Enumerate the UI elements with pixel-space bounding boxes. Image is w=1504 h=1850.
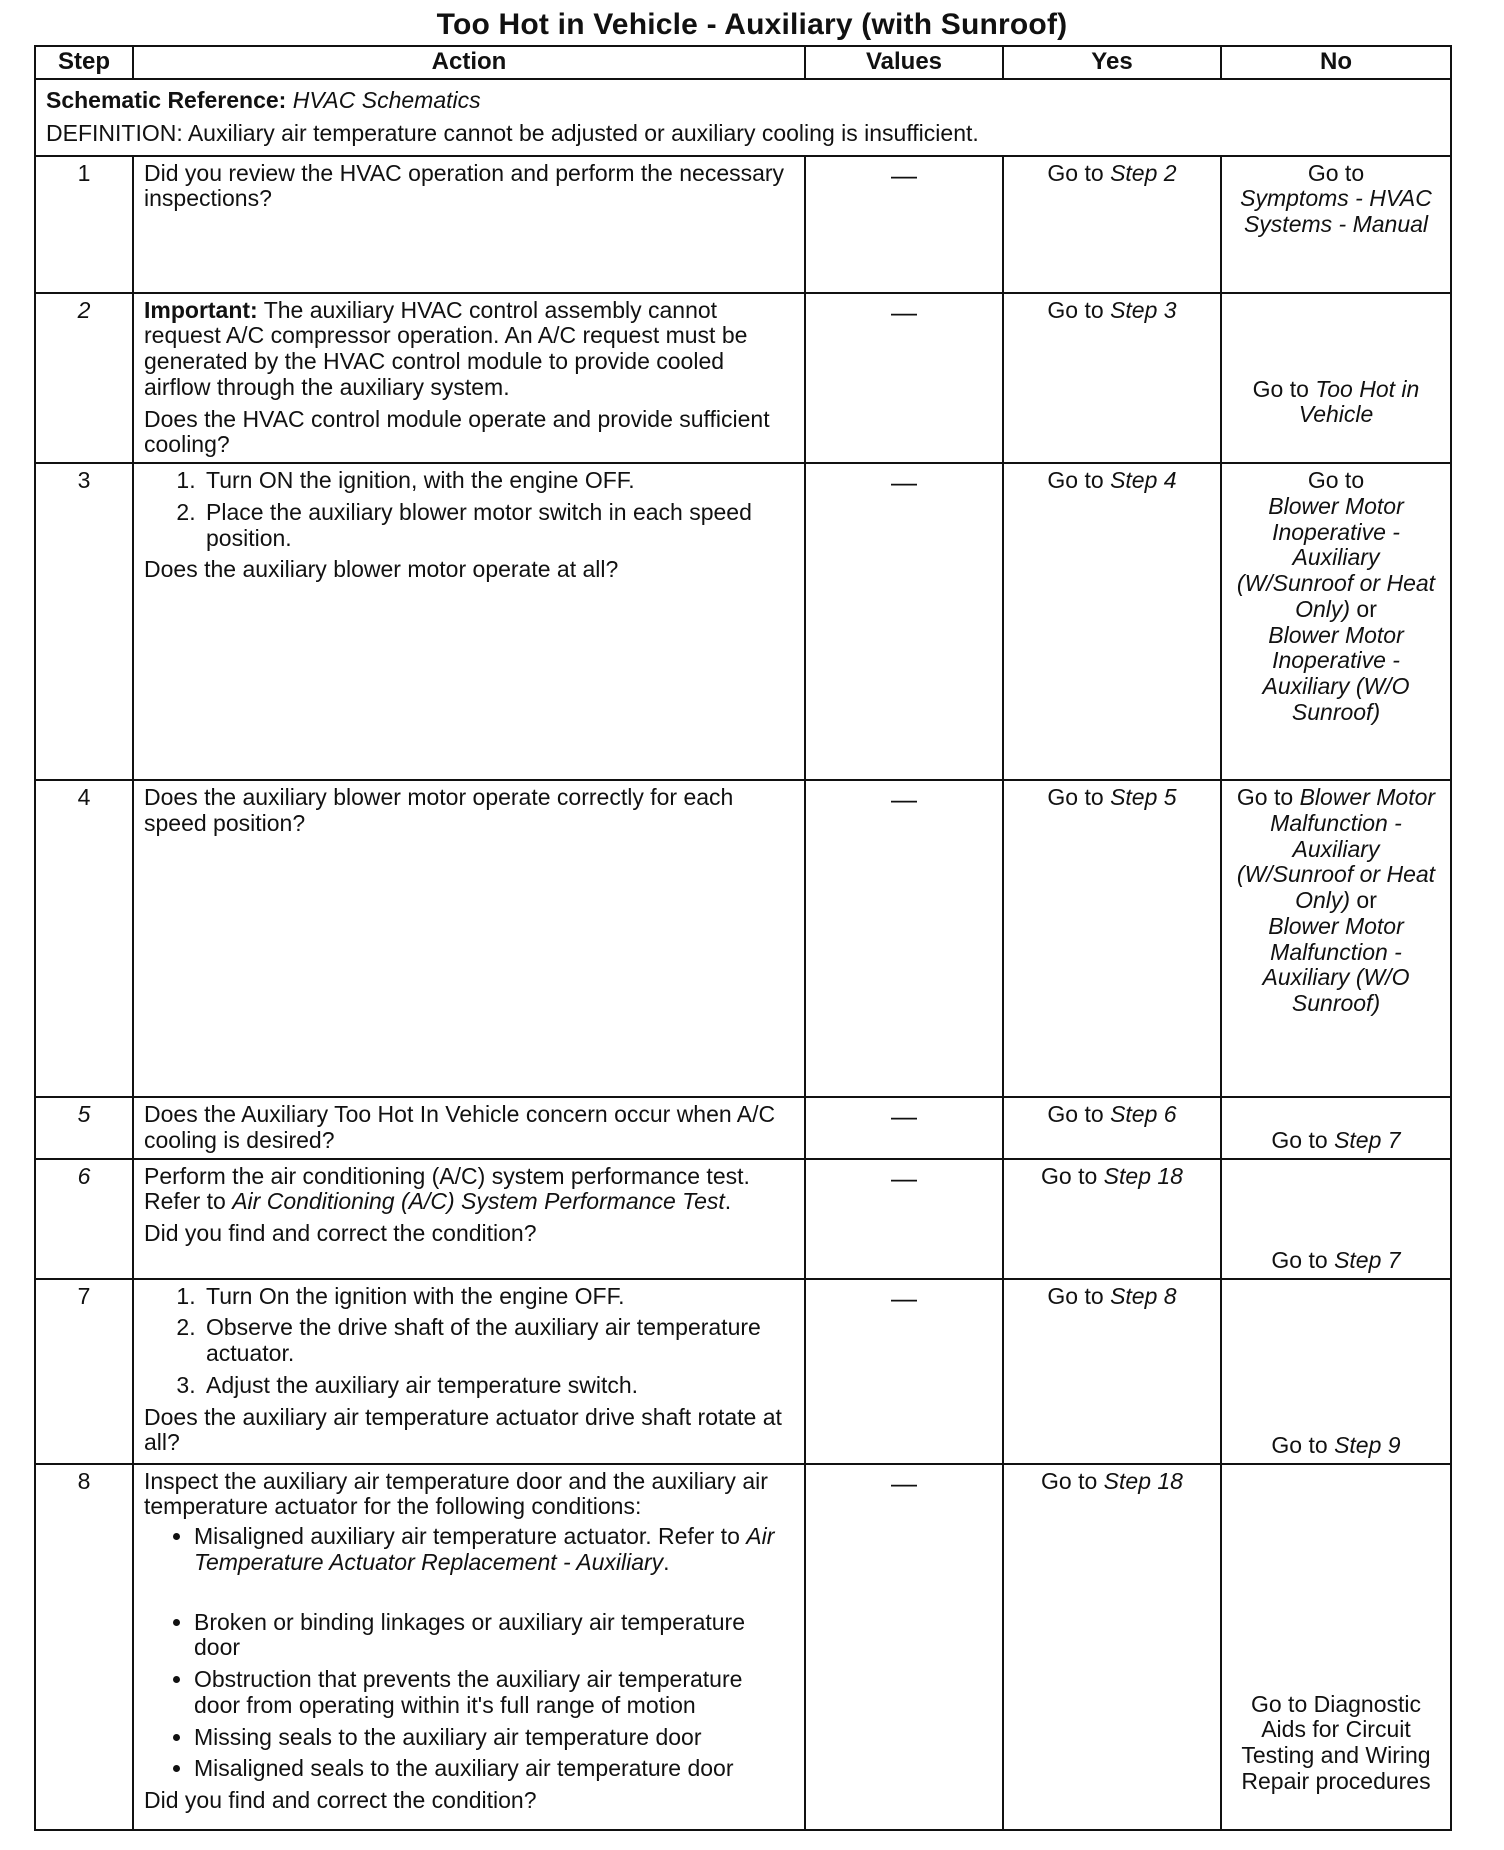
action-step: 1. Turn On the ignition with the engine OFF. bbox=[202, 1284, 794, 1310]
yes-link[interactable]: Step 18 bbox=[1103, 1162, 1183, 1189]
no-cell bbox=[1221, 463, 1451, 780]
action-steps bbox=[144, 468, 794, 551]
action-question: Does the auxiliary air temperature actuator drive shaft rotate at all? bbox=[144, 1403, 782, 1456]
no-or: or bbox=[1350, 887, 1377, 914]
table-row bbox=[35, 1097, 1451, 1159]
no-prefix: Go to bbox=[1307, 467, 1365, 494]
no-prefix: Go to bbox=[1271, 1246, 1335, 1273]
yes-cell bbox=[1003, 156, 1221, 293]
action-cell bbox=[133, 1159, 805, 1279]
header-no: No bbox=[1221, 46, 1451, 79]
yes-prefix: Go to bbox=[1047, 467, 1111, 494]
condition-item: • Missing seals to the auxiliary air temperature door bbox=[194, 1725, 794, 1751]
yes-cell bbox=[1003, 463, 1221, 780]
condition-reference-link[interactable]: Air Temperature Actuator Replacement - Auxiliary bbox=[194, 1523, 775, 1575]
yes-prefix: Go to bbox=[1047, 1282, 1111, 1309]
yes-prefix: Go to bbox=[1041, 1467, 1104, 1494]
page-title: Too Hot in Vehicle - Auxiliary (with Sunroof) bbox=[436, 8, 1068, 41]
no-prefix: Go to bbox=[1307, 159, 1365, 186]
step-number bbox=[35, 1159, 133, 1279]
values-cell: — bbox=[805, 1279, 1003, 1464]
schematic-reference-label: Schematic Reference: bbox=[46, 86, 287, 113]
condition-text: Misaligned auxiliary air temperature actuator. Refer to bbox=[194, 1523, 747, 1550]
step-number-text: 5 bbox=[77, 1101, 91, 1128]
important-text: The auxiliary HVAC control assembly cannot request A/C compressor operation. An A/C request must be generated by the HVAC control module to provide cooled airflow through the auxiliary system. bbox=[144, 296, 748, 400]
table-row bbox=[35, 293, 1451, 464]
yes-cell bbox=[1003, 780, 1221, 1097]
no-cell bbox=[1221, 1279, 1451, 1464]
action-suffix: . bbox=[724, 1188, 732, 1215]
step-number bbox=[35, 293, 133, 464]
values-cell: — bbox=[805, 293, 1003, 464]
condition-item: • Obstruction that prevents the auxiliary air temperature door from operating within it's full range of motion bbox=[194, 1667, 794, 1719]
action-cell bbox=[133, 1097, 805, 1159]
schematic-reference-link[interactable]: HVAC Schematics bbox=[292, 86, 481, 113]
action-reference-link[interactable]: Air Conditioning (A/C) System Performance Test bbox=[232, 1188, 725, 1215]
yes-cell bbox=[1003, 1279, 1221, 1464]
action-cell bbox=[133, 780, 805, 1097]
header-values: Values bbox=[805, 46, 1003, 79]
no-cell bbox=[1221, 293, 1451, 464]
action-step: 2. Place the auxiliary blower motor switch in each speed position. bbox=[202, 500, 794, 552]
no-cell bbox=[1221, 156, 1451, 293]
values-cell: — bbox=[805, 156, 1003, 293]
action-text: Did you review the HVAC operation and perform the necessary inspections? bbox=[144, 159, 785, 212]
step-number: 1 bbox=[35, 156, 133, 293]
yes-link[interactable]: Step 8 bbox=[1110, 1282, 1177, 1309]
action-steps bbox=[144, 1284, 794, 1399]
yes-cell bbox=[1003, 1097, 1221, 1159]
condition-list bbox=[144, 1524, 794, 1782]
yes-link[interactable]: Step 18 bbox=[1103, 1467, 1183, 1494]
action-cell bbox=[133, 1279, 805, 1464]
no-link[interactable]: Too Hot in Vehicle bbox=[1298, 375, 1420, 428]
no-prefix: Go to bbox=[1271, 1431, 1335, 1458]
no-cell bbox=[1221, 780, 1451, 1097]
step-number-text: 2 bbox=[77, 296, 91, 323]
no-cell bbox=[1221, 1464, 1451, 1830]
important-label: Important: bbox=[144, 296, 258, 323]
no-prefix: Go to bbox=[1271, 1126, 1335, 1153]
reference-cell bbox=[35, 79, 1451, 156]
yes-prefix: Go to bbox=[1041, 1162, 1104, 1189]
no-link[interactable]: Go to Diagnostic Aids for Circuit Testing and Wiring Repair procedures bbox=[1241, 1690, 1431, 1794]
yes-cell bbox=[1003, 293, 1221, 464]
condition-suffix: . bbox=[663, 1548, 670, 1575]
action-intro: Inspect the auxiliary air temperature door and the auxiliary air temperature actuator for the following conditions: bbox=[144, 1467, 768, 1520]
table-row bbox=[35, 780, 1451, 1097]
action-question: Did you find and correct the condition? bbox=[144, 1787, 537, 1814]
yes-link[interactable]: Step 6 bbox=[1110, 1101, 1177, 1128]
important-note bbox=[144, 298, 794, 401]
no-or: or bbox=[1350, 595, 1377, 622]
yes-prefix: Go to bbox=[1047, 784, 1111, 811]
action-question: Does the HVAC control module operate and provide sufficient cooling? bbox=[144, 405, 770, 458]
yes-cell bbox=[1003, 1159, 1221, 1279]
action-cell bbox=[133, 463, 805, 780]
no-link[interactable]: Blower Motor Malfunction - Auxiliary (W/O Sunroof) bbox=[1262, 912, 1410, 1017]
no-link[interactable]: Step 9 bbox=[1334, 1431, 1401, 1458]
condition-item: • Misaligned seals to the auxiliary air temperature door bbox=[194, 1756, 794, 1782]
step-number: 7 bbox=[35, 1279, 133, 1464]
step-number bbox=[35, 1097, 133, 1159]
action-text: Does the Auxiliary Too Hot In Vehicle concern occur when A/C cooling is desired? bbox=[144, 1101, 776, 1153]
header-step: Step bbox=[35, 46, 133, 79]
action-step: 3. Adjust the auxiliary air temperature switch. bbox=[202, 1373, 794, 1399]
yes-prefix: Go to bbox=[1047, 296, 1111, 323]
yes-link[interactable]: Step 4 bbox=[1110, 467, 1177, 494]
definition: DEFINITION: Auxiliary air temperature cannot be adjusted or auxiliary cooling is insufficient. bbox=[46, 120, 979, 147]
table-row bbox=[35, 156, 1451, 293]
step-number: 4 bbox=[35, 780, 133, 1097]
action-question: Did you find and correct the condition? bbox=[144, 1220, 537, 1247]
yes-prefix: Go to bbox=[1047, 159, 1111, 186]
action-cell bbox=[133, 293, 805, 464]
no-link[interactable]: Blower Motor Malfunction - Auxiliary (W/Sunroof or Heat Only) bbox=[1236, 784, 1436, 914]
no-cell bbox=[1221, 1159, 1451, 1279]
table-row bbox=[35, 1464, 1451, 1830]
action-cell bbox=[133, 1464, 805, 1830]
action-text bbox=[144, 1164, 794, 1216]
yes-link[interactable]: Step 3 bbox=[1110, 296, 1177, 323]
no-link[interactable]: Symptoms - HVAC Systems - Manual bbox=[1240, 185, 1432, 238]
step-number: 3 bbox=[35, 463, 133, 780]
values-cell: — bbox=[805, 1464, 1003, 1830]
table-row bbox=[35, 463, 1451, 780]
step-number: 8 bbox=[35, 1464, 133, 1830]
action-step: 2. Observe the drive shaft of the auxiliary air temperature actuator. bbox=[202, 1315, 794, 1367]
no-link[interactable]: Blower Motor Inoperative - Auxiliary (W/O Sunroof) bbox=[1262, 621, 1410, 725]
no-prefix: Go to bbox=[1236, 784, 1300, 811]
action-cell bbox=[133, 156, 805, 293]
action-step: 1. Turn ON the ignition, with the engine OFF. bbox=[202, 468, 794, 494]
yes-link[interactable]: Step 2 bbox=[1110, 159, 1177, 186]
header-action: Action bbox=[133, 46, 805, 79]
yes-cell bbox=[1003, 1464, 1221, 1830]
step-number-text: 6 bbox=[77, 1162, 91, 1189]
values-cell: — bbox=[805, 1159, 1003, 1279]
condition-item bbox=[194, 1524, 794, 1576]
action-question: Does the auxiliary blower motor operate at all? bbox=[144, 556, 619, 583]
values-cell: — bbox=[805, 1097, 1003, 1159]
values-cell: — bbox=[805, 463, 1003, 780]
header-row bbox=[35, 46, 1451, 79]
reference-row bbox=[35, 79, 1451, 156]
no-prefix: Go to bbox=[1252, 375, 1316, 402]
no-link[interactable]: Blower Motor Inoperative - Auxiliary (W/Sunroof or Heat Only) bbox=[1236, 492, 1436, 622]
action-text: Does the auxiliary blower motor operate correctly for each speed position? bbox=[144, 784, 734, 836]
header-yes: Yes bbox=[1003, 46, 1221, 79]
schematic-reference bbox=[46, 84, 1440, 117]
action-prefix: Perform the air conditioning (A/C) system performance test. Refer to bbox=[144, 1162, 750, 1215]
no-link[interactable]: Step 7 bbox=[1334, 1126, 1401, 1153]
diagnostic-table bbox=[34, 45, 1452, 1831]
no-cell bbox=[1221, 1097, 1451, 1159]
table-row bbox=[35, 1279, 1451, 1464]
table-row bbox=[35, 1159, 1451, 1279]
no-link[interactable]: Step 7 bbox=[1334, 1246, 1401, 1273]
condition-item: • Broken or binding linkages or auxiliary air temperature door bbox=[194, 1610, 794, 1662]
values-cell: — bbox=[805, 780, 1003, 1097]
yes-prefix: Go to bbox=[1047, 1101, 1111, 1128]
yes-link[interactable]: Step 5 bbox=[1110, 784, 1177, 811]
